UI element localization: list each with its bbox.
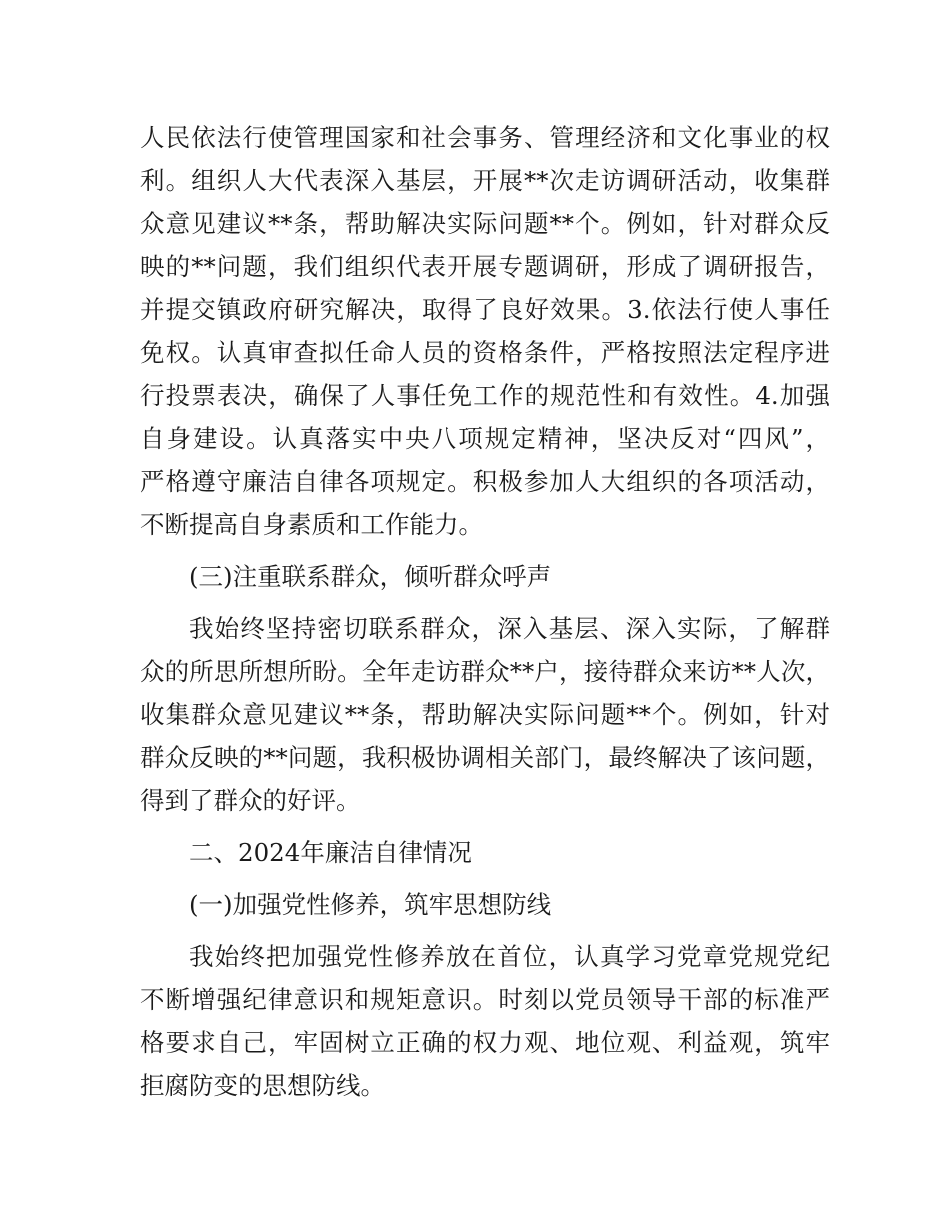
text-line: 人民依法行使管理国家和社会事务、管理经济和文化事业的权 [140,123,830,152]
text-line: 我始终坚持密切联系群众，深入基层、深入实际，了解群 [189,614,830,643]
section-heading-text: 二、2024年廉洁自律情况 [189,838,472,867]
text-line: 不断增强纪律意识和规矩意识。时刻以党员领导干部的标准严 [140,985,830,1014]
text-line: 拒腐防变的思想防线。 [140,1071,385,1100]
text-line: 并提交镇政府研究解决，取得了良好效果。3.依法行使人事任 [140,295,830,324]
paragraph-contact-masses [140,607,830,822]
text-line: 不断提高自身素质和工作能力。 [140,510,483,539]
paragraph-party-cultivation [140,935,830,1107]
text-line: 自身建设。认真落实中央八项规定精神，坚决反对“四风”， [140,424,830,453]
text-line: 免权。认真审查拟任命人员的资格条件，严格按照法定程序进 [140,338,830,367]
section-heading-integrity [140,831,830,874]
text-line: 严格遵守廉洁自律各项规定。积极参加人大组织的各项活动， [140,467,830,496]
text-line: 得到了群众的好评。 [140,786,361,815]
document-body [140,116,830,1107]
text-line: 映的**问题，我们组织代表开展专题调研，形成了调研报告， [140,252,830,281]
text-line: 众的所思所想所盼。全年走访群众**户，接待群众来访**人次， [140,657,830,686]
text-line: 利。组织人大代表深入基层，开展**次走访调研活动，收集群 [140,166,830,195]
paragraph-continued [140,116,830,546]
subheading-party-cultivation [140,883,830,926]
text-line: 格要求自己，牢固树立正确的权力观、地位观、利益观，筑牢 [140,1028,830,1057]
text-line: 行投票表决，确保了人事任免工作的规范性和有效性。4.加强 [140,381,830,410]
subheading-text: (三)注重联系群众，倾听群众呼声 [189,562,552,591]
text-line: 众意见建议**条，帮助解决实际问题**个。例如，针对群众反 [140,209,830,238]
text-line: 群众反映的**问题，我积极协调相关部门，最终解决了该问题， [140,743,830,772]
text-line: 收集群众意见建议**条，帮助解决实际问题**个。例如，针对 [140,700,830,729]
subheading-text: (一)加强党性修养，筑牢思想防线 [189,890,552,919]
text-line: 我始终把加强党性修养放在首位，认真学习党章党规党纪 [189,942,830,971]
subheading-contact-masses [140,555,830,598]
